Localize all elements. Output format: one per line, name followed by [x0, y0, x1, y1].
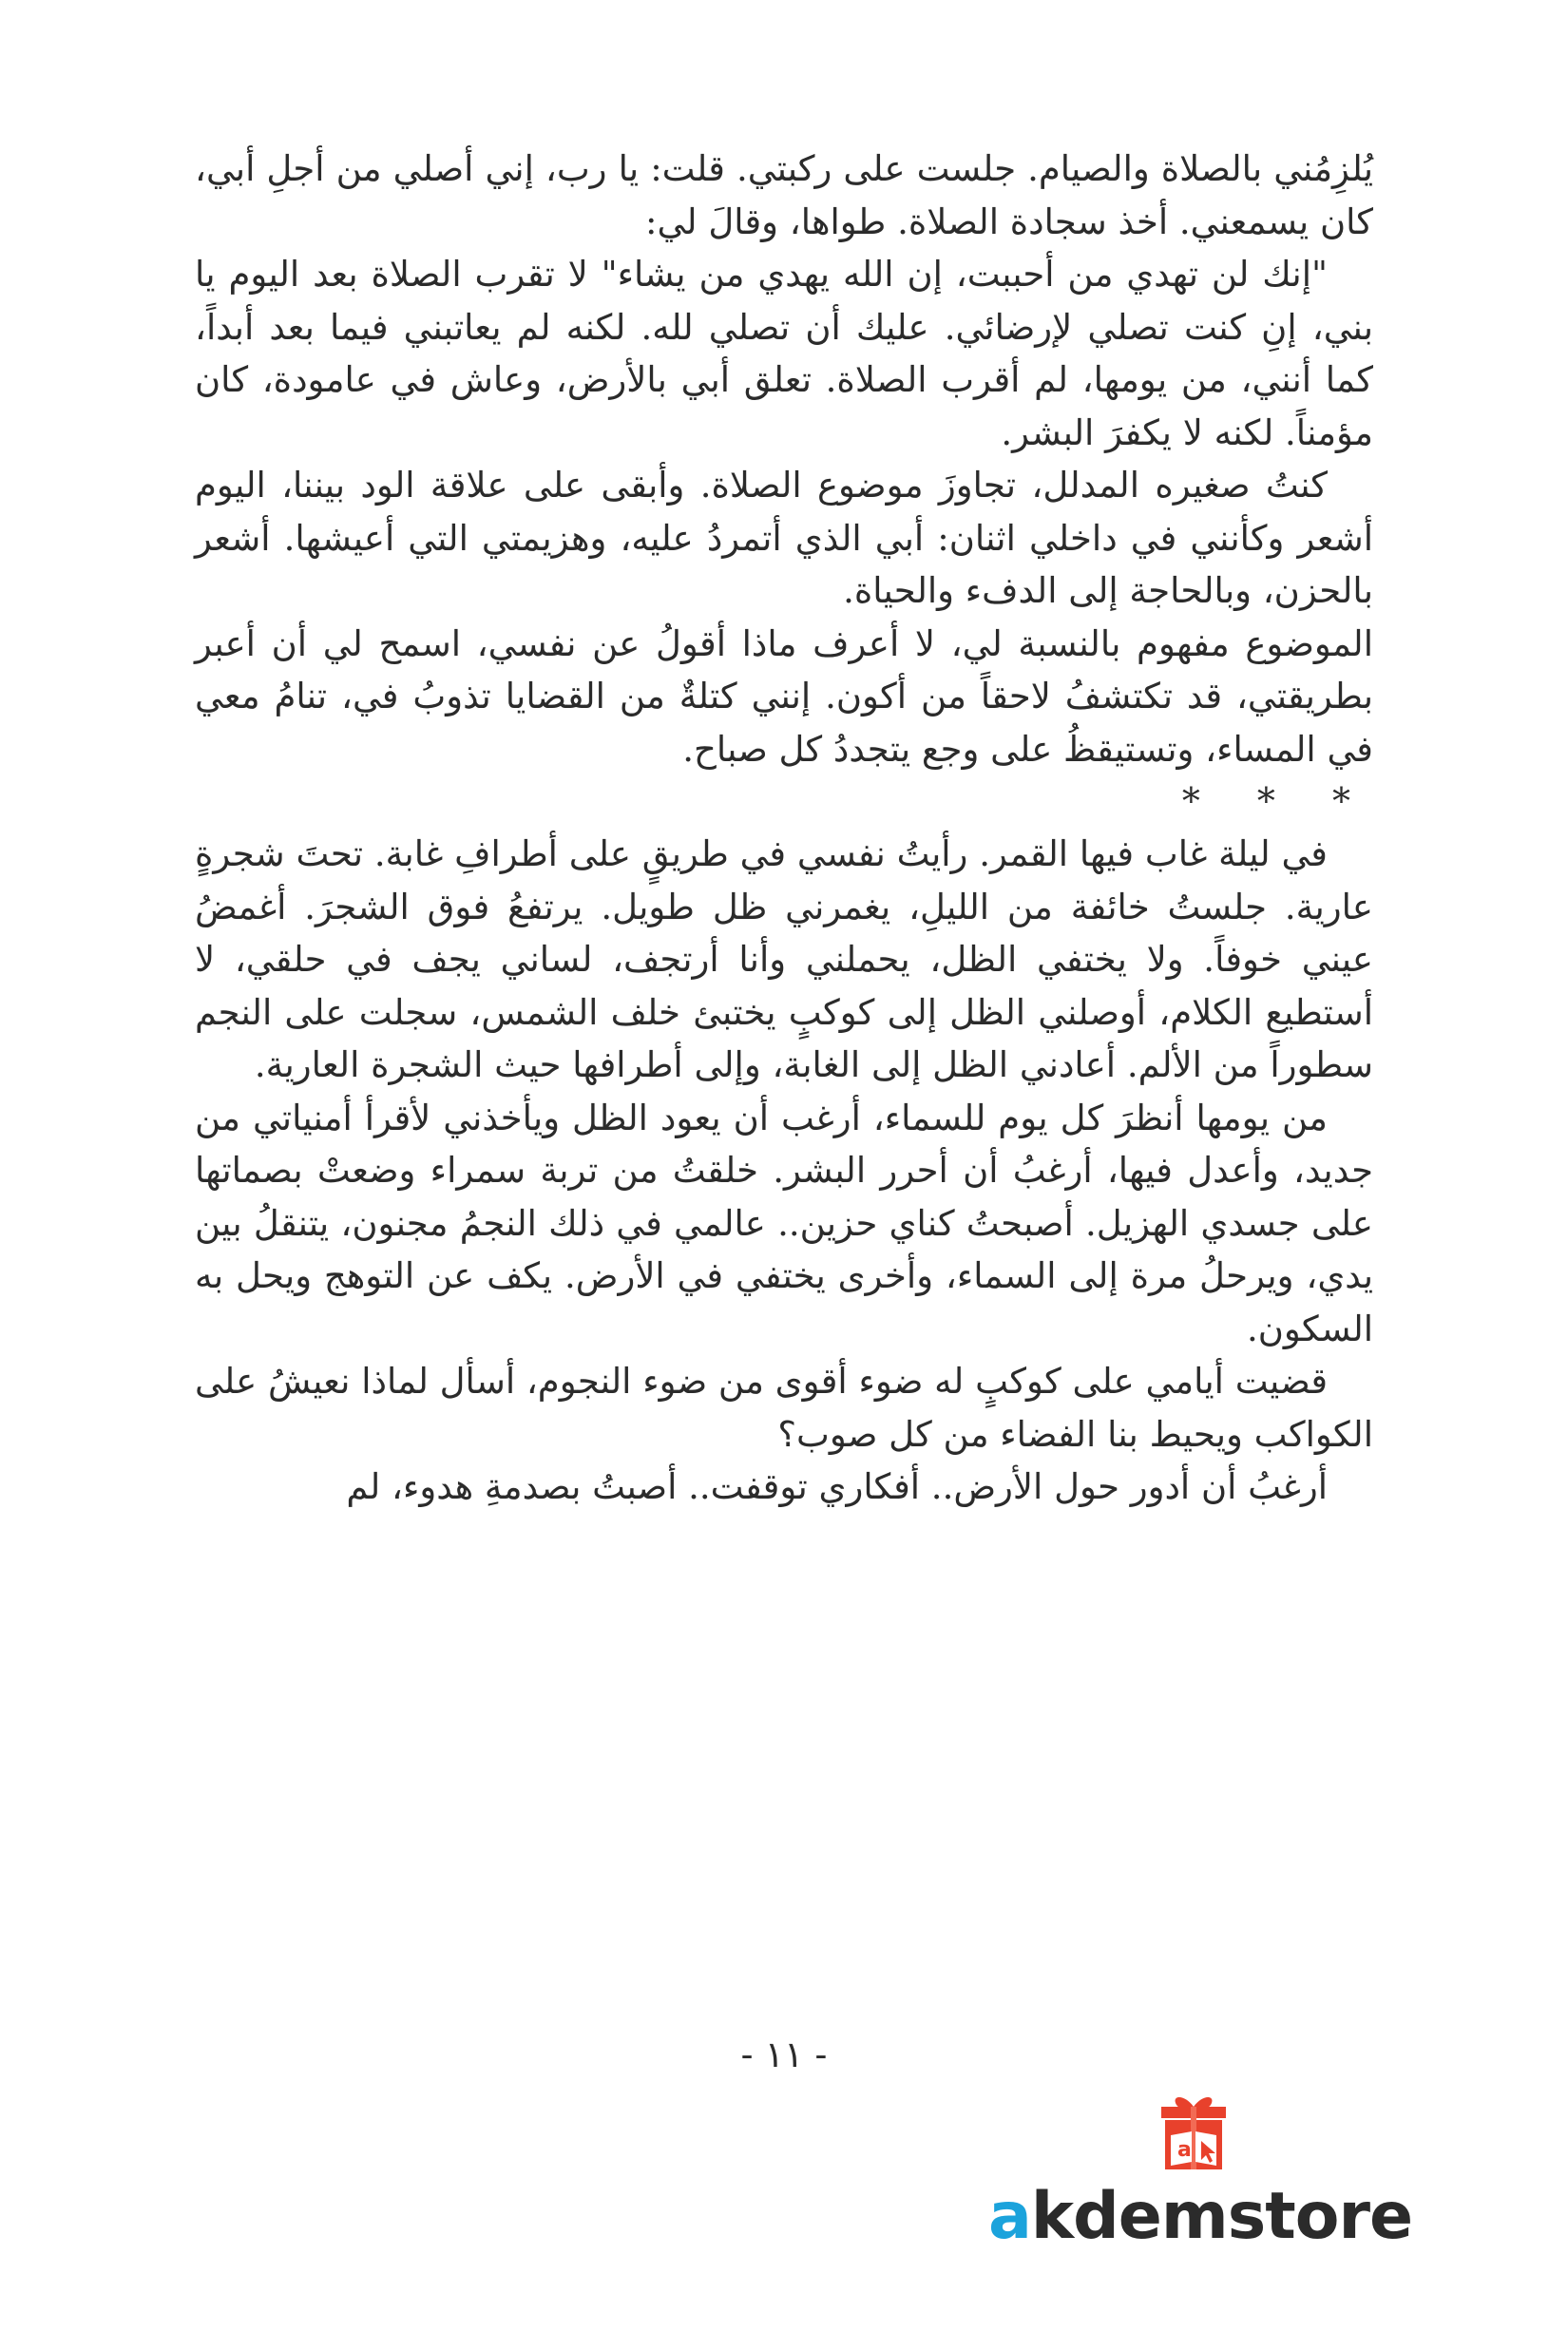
paragraph-8: أرغبُ أن أدور حول الأرض.. أفكاري توقفت.. أصبتُ بصدمةِ هدوء، لم	[346, 1466, 1328, 1507]
paragraph-5: في ليلة غاب فيها القمر. رأيتُ نفسي في طريقٍ على أطرافِ غابة. تحتَ شجرةٍ عارية. جلستُ خائفة من الليلِ، يغمرني ظل طويل. يرتفعُ فوق الشجرَ. أغمضُ عيني خوفاً. ولا يختفي الظل، يحملني وأنا أرتجف، لساني يجف في حلقي، لا أستطيع الكلام، أوصلني الظل إلى كوكبٍ يختبئ خلف الشمس، سجلت على النجم سطوراً من الألم. أعادني الظل إلى الغابة، وإلى أطرافها حيث الشجرة العارية.	[195, 833, 1373, 1085]
brand-name-rest: kdemstore	[1030, 2179, 1413, 2254]
brand-letter-a: a	[988, 2179, 1031, 2254]
paragraph-7: قضيت أيامي على كوكبٍ له ضوء أقوى من ضوء النجوم، أسأل لماذا نعيشُ على الكواكب ويحيط بنا الفضاء من كل صوب؟	[195, 1361, 1373, 1455]
page-body-text	[195, 143, 1373, 1514]
svg-text:a: a	[1177, 2138, 1192, 2162]
paragraph-1: يُلزِمُني بالصلاة والصيام. جلست على ركبتي. قلت: يا رب، إني أصلي من أجلِ أبي، كان يسمعني. أخذ سجادة الصلاة. طواها، وقالَ لي:	[195, 148, 1373, 242]
gift-book-icon	[1148, 2086, 1239, 2177]
paragraph-6: من يومها أنظرَ كل يوم للسماء، أرغب أن يعود الظل ويأخذني لأقرأ أمنياتي من جديد، وأعدل فيها، أرغبُ أن أحرر البشر. خلقتُ من تربة سمراء وضعتْ بصماتها على جسدي الهزيل. أصبحتُ كناي حزين.. عالمي في ذلك النجمُ مجنون، يتنقلُ بين يدي، ويرحلُ مرة إلى السماء، وأخرى يختفي في الأرض. يكف عن التوهج ويحل به السكون.	[195, 1097, 1373, 1349]
store-brand-name	[988, 2179, 1413, 2255]
page-number: - ١١ -	[740, 2034, 828, 2075]
section-separator: * * *	[1181, 780, 1373, 822]
paragraph-4: الموضوع مفهوم بالنسبة لي، لا أعرف ماذا أقولُ عن نفسي، اسمح لي أن أعبر بطريقتي، قد تكتشفُ لاحقاً من أكون. إنني كتلةٌ من القضايا تذوبُ في، تنامُ معي في المساء، وتستيقظُ على وجع يتجددُ كل صباح.	[195, 622, 1373, 770]
store-watermark	[988, 2086, 1413, 2266]
paragraph-3: كنتُ صغيره المدلل، تجاوزَ موضوع الصلاة. وأبقى على علاقة الود بيننا، اليوم أشعر وكأنني في داخلي اثنان: أبي الذي أتمردُ عليه، وهزيمتي التي أعيشها. أشعر بالحزن، وبالحاجة إلى الدفء والحياة.	[195, 465, 1373, 611]
paragraph-2: "إنك لن تهدي من أحببت، إن الله يهدي من يشاء" لا تقرب الصلاة بعد اليوم يا بني، إنِ كنت تصلي لإرضائي. عليك أن تصلي لله. لكنه لم يعاتبني فيما بعد أبداً، كما أنني، من يومها، لم أقرب الصلاة. تعلق أبي بالأرض، وعاش في عامودة، كان مؤمناً. لكنه لا يكفرَ البشر.	[195, 254, 1373, 453]
